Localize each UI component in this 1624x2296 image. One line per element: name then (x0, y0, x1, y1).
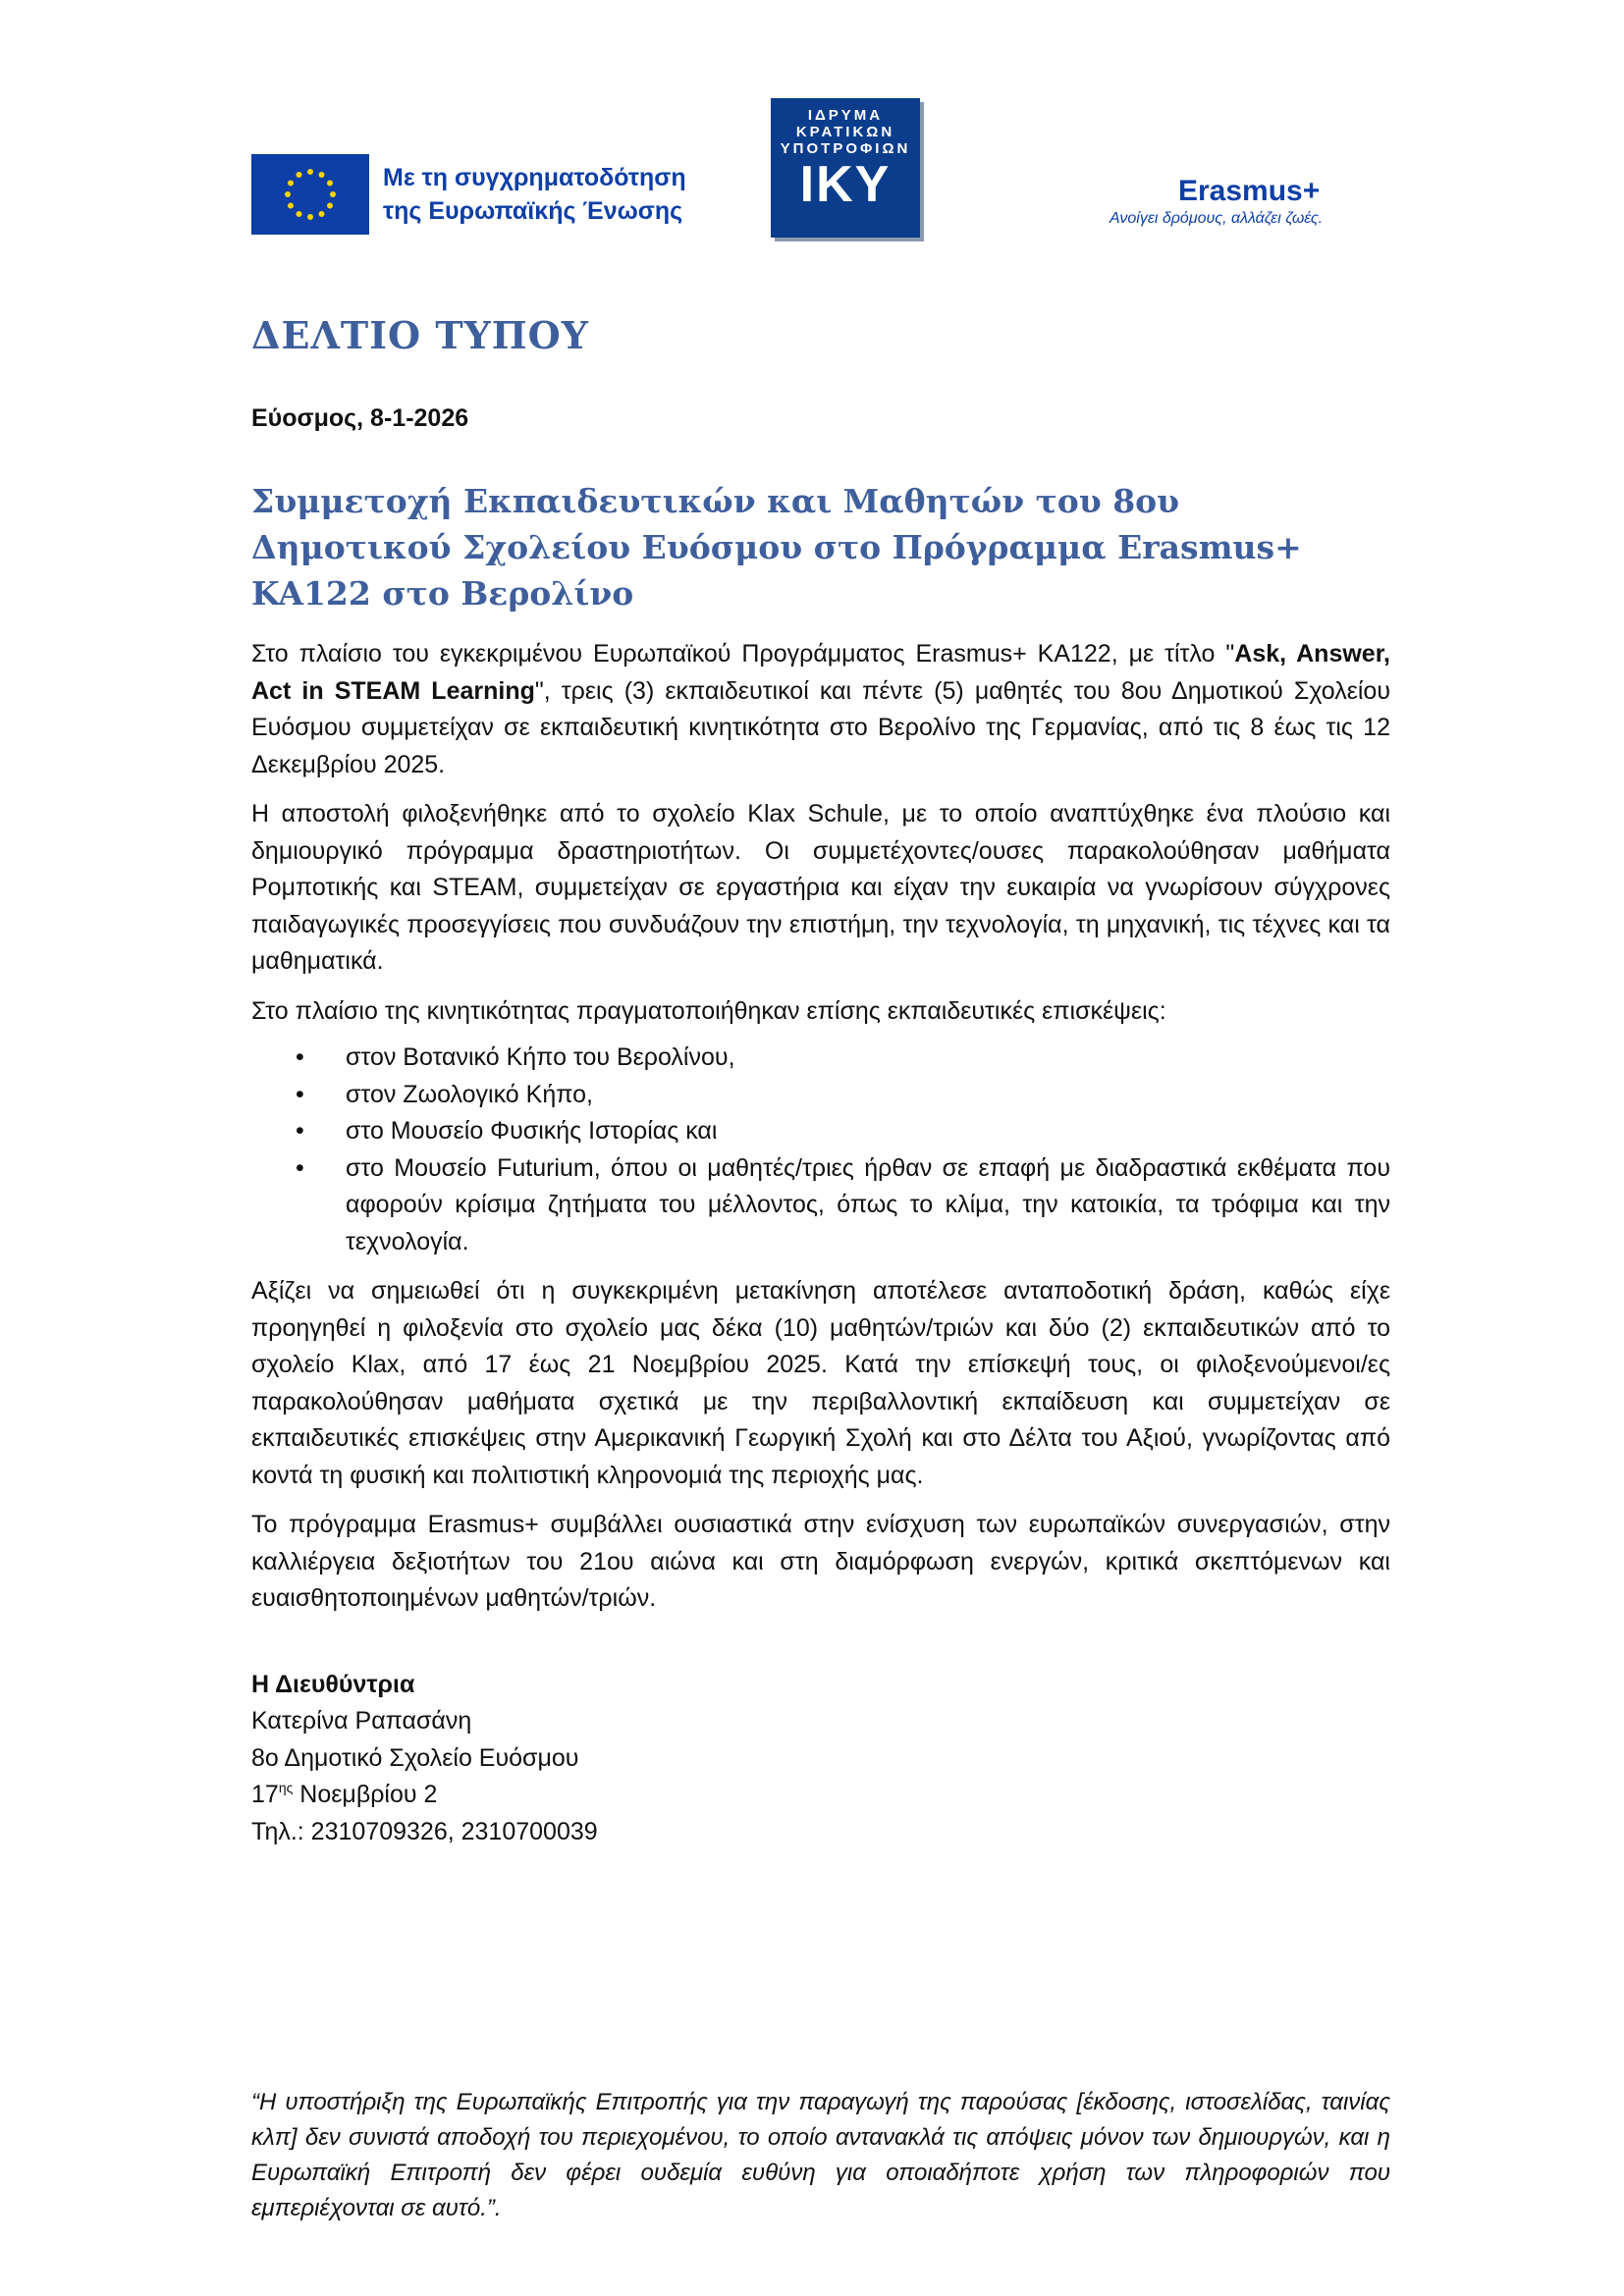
iky-line3: ΥΠΟΤΡΟΦΙΩΝ (780, 140, 911, 157)
eu-disclaimer: “Η υποστήριξη της Ευρωπαϊκής Επιτροπής για την παραγωγή της παρούσας [έκδοσης, ιστοσελίδας, ταινίας κλπ] δεν συνιστά αποδοχή του περιεχομένου, το οποίο αντανακλά τις απόψεις μόνον των δημιουργών, και η Ευρωπαϊκή Επιτροπή δεν φέρει ουδεμία ευθύνη για οποιαδήποτε χρήση των πληροφοριών που εμπεριέχονται σε αυτό.”. (251, 2089, 1390, 2221)
headline-part2: στο Βερολίνο (370, 574, 634, 613)
paragraph-intro-start: Στο πλαίσιο του εγκεκριμένου Ευρωπαϊκού Προγράμματος Erasmus+ ΚΑ122, με τίτλο " (251, 640, 1235, 667)
eu-cofunded-text (383, 161, 686, 228)
signature-school: 8ο Δημοτικό Σχολείο Ευόσμου (251, 1743, 579, 1772)
paragraph-intro-end: ", τρεις (3) εκπαιδευτικοί και πέντε (5) μαθητές του 8ου Δημοτικού Σχολείου Ευόσμου συμμετείχαν σε εκπαιδευτική κινητικότητα στο Βερολίνο της Γερμανίας, από τις 8 έως τις 12 Δεκεμβρίου 2025. (251, 676, 1391, 778)
signature-block (251, 1667, 1390, 1851)
dateline: Εύοσμος, 8-1-2026 (251, 404, 469, 432)
address-number: 17 (251, 1781, 279, 1808)
erasmus-tagline: Ανοίγει δρόμους, αλλάζει ζωές. (1110, 210, 1324, 227)
paragraph-conclusion: Το πρόγραμμα Erasmus+ συμβάλλει ουσιαστικά στην ενίσχυση των ευρωπαϊκών συνεργασιών, στην καλλιέργεια δεξιοτήτων του 21ου αιώνα και στη διαμόρφωση ενεργών, κριτικά σκεπτόμενων και ευαισθητοποιημένων μαθητών/τριών. (251, 1511, 1390, 1612)
headline-part1: Συμμετοχή Εκπαιδευτικών και Μαθητών του 8ου Δημοτικού Σχολείου Ευόσμου στο Πρόγραμμα (251, 482, 1180, 566)
list-item: • στον Ζωολογικό Κήπο, (251, 1077, 1390, 1114)
paragraph-reciprocal: Αξίζει να σημειωθεί ότι η συγκεκριμένη μετακίνηση αποτέλεσε ανταποδοτική δράση, καθώς είχε προηγηθεί η φιλοξενία στο σχολείο μας δέκα (10) μαθητών/τριών και δύο (2) εκπαιδευτικών από το σχολείο Klax, από 17 έως 21 Νοεμβρίου 2025. Κατά την επίσκεψή τους, οι φιλοξενούμενοι/ες παρακολούθησαν μαθήματα σχετικά με την περιβαλλοντική εκπαίδευση και συμμετείχαν σε εκπαιδευτικές επισκέψεις στην Αμερικανική Γεωργική Σχολή και στο Δέλτα του Αξιού, γνωρίζοντας από κοντά τη φυσική και πολιτιστική κληρονομιά της περιοχής μας. (251, 1277, 1390, 1489)
iky-acronym: ΙΚΥ (799, 156, 892, 213)
eu-flag-icon (251, 154, 369, 235)
project-title: Ask, Answer, Act in STEAM Learning (251, 640, 1390, 705)
header-logos (0, 0, 1624, 255)
list-item: • στο Μουσείο Futurium, όπου οι μαθητές/τριες ήρθαν σε επαφή με διαδραστικά εκθέματα που αφορούν κρίσιμα ζητήματα του μέλλοντος, όπως το κλίμα, την κατοικία, τα τρόφιμα και την τεχνολογία. (251, 1150, 1390, 1261)
signature-address (251, 1777, 1390, 1814)
signature-phone: Τηλ.: 2310709326, 2310700039 (251, 1817, 598, 1845)
iky-line2: ΚΡΑΤΙΚΩΝ (795, 124, 895, 140)
paragraph-intro (251, 636, 1390, 783)
eu-cofunded-logo (251, 154, 686, 235)
paragraph-hosting: Η αποστολή φιλοξενήθηκε από το σχολείο Klax Schule, με το οποίο αναπτύχθηκε ένα πλούσιο και δημιουργικό πρόγραμμα δραστηριοτήτων. Οι συμμετέχοντες/ουσες παρακολούθησαν μαθήματα Ρομποτικής και STEAM, συμμετείχαν σε εργαστήρια και είχαν την ευκαιρία να γνωρίσουν σύγχρονες παιδαγωγικές προσεγγίσεις που συνδυάζουν την επιστήμη, την τεχνολογία, τη μηχανική, τις τέχνες και τα μαθηματικά. (251, 800, 1390, 975)
eu-text-line2: της Ευρωπαϊκής Ένωσης (383, 197, 683, 225)
eu-text-line1: Με τη συγχρηματοδότηση (383, 164, 686, 191)
visits-list (251, 1040, 1390, 1260)
press-title: ΔΕΛΤΙΟ ΤΥΠΟΥ (251, 313, 589, 357)
list-item: • στον Βοτανικό Κήπο του Βερολίνου, (251, 1040, 1390, 1077)
iky-line1: ΙΔΡΥΜΑ (807, 107, 884, 124)
list-item: • στο Μουσείο Φυσικής Ιστορίας και (251, 1113, 1390, 1150)
headline (251, 478, 1390, 616)
press-release-body (251, 294, 1390, 1850)
erasmus-plus-logo (1110, 175, 1323, 230)
headline-latin: Erasmus+ KA122 (251, 528, 1302, 613)
paragraph-visits-intro: Στο πλαίσιο της κινητικότητας πραγματοποιήθηκαν επίσης εκπαιδευτικές επισκέψεις: (251, 996, 1166, 1025)
iky-logo (771, 98, 920, 238)
address-superscript: ης (278, 1780, 294, 1795)
signature-role: Η Διευθύντρια (251, 1670, 415, 1698)
erasmus-name: Erasmus+ (1178, 175, 1321, 207)
signature-name: Κατερίνα Ραπασάνη (251, 1707, 472, 1735)
address-street: Νοεμβρίου 2 (293, 1781, 438, 1808)
